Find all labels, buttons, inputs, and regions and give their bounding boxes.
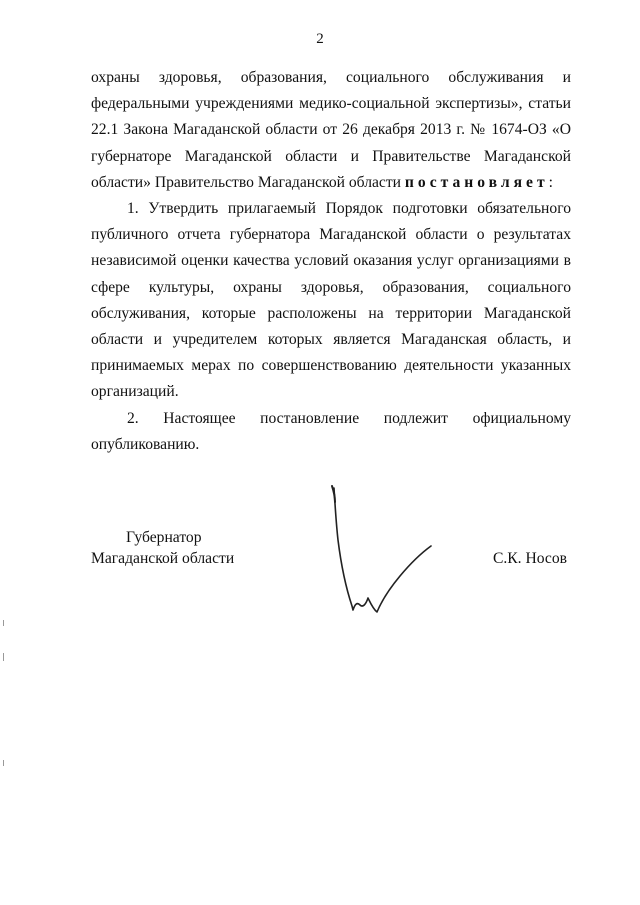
page-number: 2 — [316, 31, 324, 47]
document-body — [91, 65, 571, 458]
paragraph-item-1: 1. Утвердить прилагаемый Порядок подготовки обязательного публичного отчета губернатора Магаданской области о результатах независимой оценки качества условий оказания услуг организациями в сфере культуры, охраны здоровья, образования, социального обслуживания, которые расположены на территории Магаданской области и учредителем которых является Магаданская область, и принимаемых мерах по совершенствованию деятельности указанных организаций. — [91, 200, 571, 401]
scan-edge-mark — [3, 620, 4, 626]
scan-edge-mark — [3, 760, 4, 766]
signer-position-line-2: Магаданской области — [91, 550, 235, 567]
decree-keyword: постановляет — [404, 173, 549, 191]
paragraph-item-2: 2. Настоящее постановление подлежит официальному опубликованию. — [91, 409, 571, 453]
signer-position — [91, 527, 291, 569]
scan-edge-mark — [3, 653, 4, 661]
paragraph-preamble — [91, 65, 571, 196]
signer-position-line-1: Губернатор — [126, 529, 202, 546]
handwritten-signature — [310, 484, 440, 624]
preamble-text: охраны здоровья, образования, социального обслуживания и федеральными учреждениями медико-социальной экспертизы», статьи 22.1 Закона Магаданской области от 26 декабря 2013 г. № 1674-ОЗ «О губернаторе Магаданской области и Правительстве Магаданской области» Правительство Магаданской области — [91, 69, 571, 191]
preamble-colon: : — [548, 173, 553, 191]
signer-name: С.К. Носов — [492, 550, 567, 567]
